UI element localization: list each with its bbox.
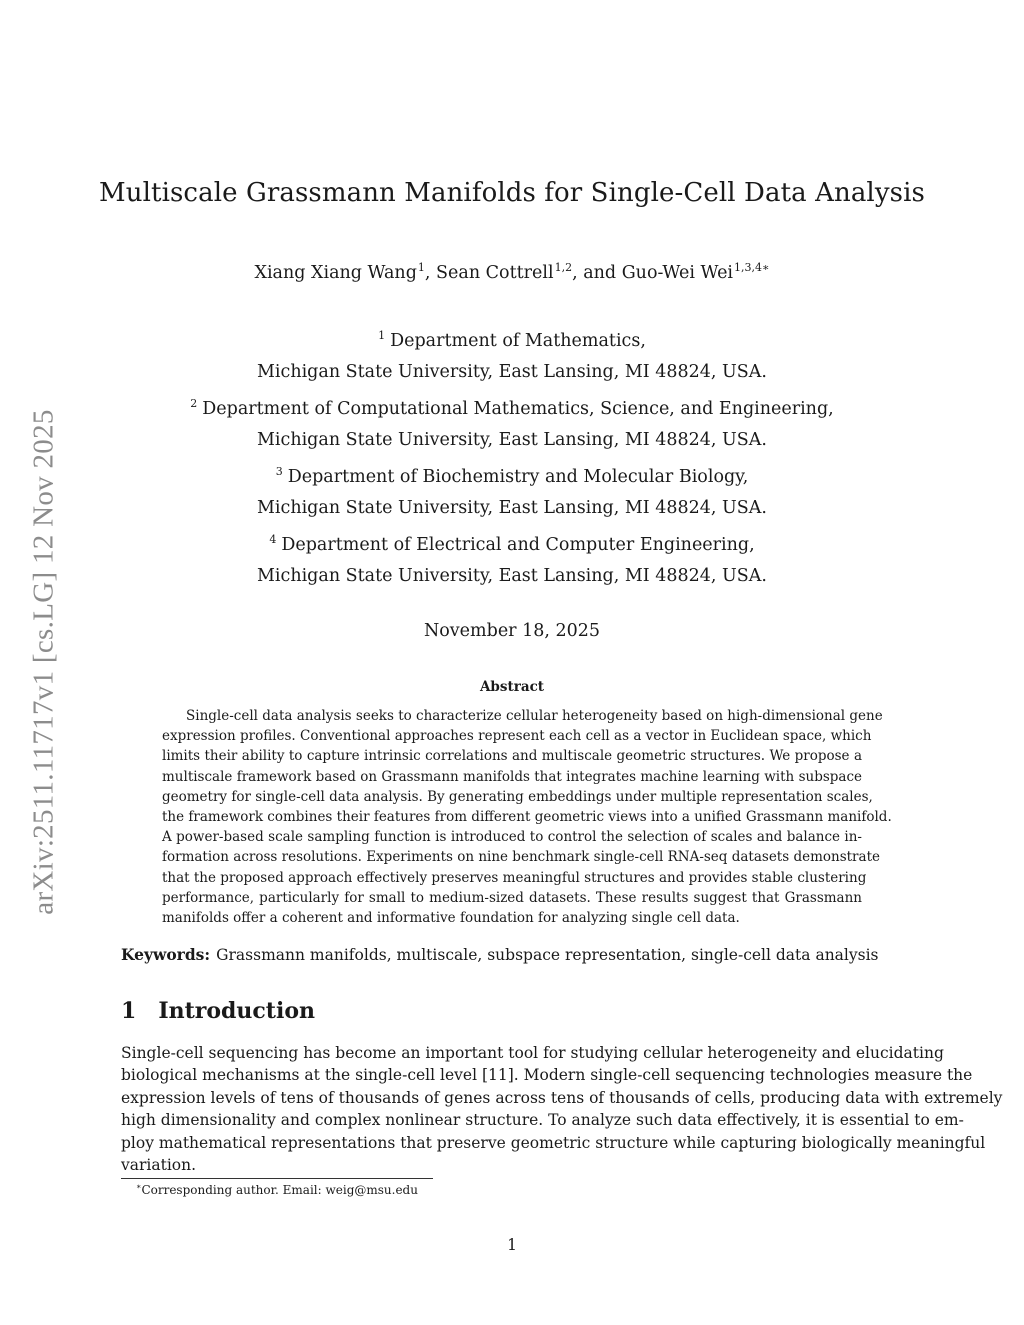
abstract-body	[162, 706, 892, 928]
abstract-line: that the proposed approach effectively preserves meaningful structures and provides stable clustering	[162, 869, 867, 886]
author-name: Sean Cottrell	[436, 263, 554, 283]
arxiv-identifier: arXiv:2511.11717v1 [cs.LG] 12 Nov 2025	[27, 409, 60, 915]
page-number: 1	[507, 1236, 517, 1254]
affiliation-number: 2	[190, 397, 198, 410]
affiliation-list	[0, 320, 1024, 592]
author-affiliation-mark: 1,2	[554, 261, 573, 274]
paper-title: Multiscale Grassmann Manifolds for Single-Cell Data Analysis	[99, 178, 925, 208]
affiliation-department: $^2$ Department of Computational Mathematics, Science, and Engineering,	[190, 397, 834, 419]
paragraph-line: high dimensionality and complex nonlinear structure. To analyze such data effectively, it is essential to em-	[121, 1111, 964, 1130]
abstract-line: expression profiles. Conventional approaches represent each cell as a vector in Euclidean space, which	[162, 728, 872, 745]
footnote-text: Corresponding author. Email: weig@msu.edu	[141, 1183, 418, 1197]
affiliation-address: Michigan State University, East Lansing, MI 48824, USA.	[257, 498, 767, 518]
author-name: Guo-Wei Wei	[621, 263, 734, 283]
abstract-line: formation across resolutions. Experiments on nine benchmark single-cell RNA-seq datasets demonstrate	[162, 849, 880, 866]
abstract-line: the framework combines their features from different geometric views into a unified Grassmann manifold.	[162, 809, 892, 826]
affiliation-number: 3	[275, 465, 283, 478]
author-affiliation-mark: 1	[417, 261, 425, 274]
footnote-mark: ∗	[136, 1182, 142, 1191]
paragraph-line: variation.	[121, 1156, 197, 1175]
affiliation-address: Michigan State University, East Lansing, MI 48824, USA.	[257, 566, 767, 586]
footnote	[136, 1182, 418, 1197]
keywords-label: Keywords:	[121, 945, 211, 964]
keywords-text: Grassmann manifolds, multiscale, subspace representation, single-cell data analysis	[216, 946, 879, 964]
author-list	[0, 261, 1024, 283]
abstract-heading: Abstract	[479, 679, 545, 695]
abstract-line: limits their ability to capture intrinsic correlations and multiscale geometric structures. We propose a	[162, 748, 862, 765]
abstract-line: geometry for single-cell data analysis. By generating embeddings under multiple representation scales,	[162, 788, 873, 805]
introduction-paragraph	[121, 1042, 1003, 1176]
affiliation-department: $^1$ Department of Mathematics,	[378, 329, 646, 351]
paragraph-line: biological mechanisms at the single-cell level [11]. Modern single-cell sequencing technologies measure the	[121, 1066, 973, 1085]
affiliation-address: Michigan State University, East Lansing, MI 48824, USA.	[257, 362, 767, 382]
affiliation-number: 4	[269, 533, 277, 546]
paragraph-line: ploy mathematical representations that preserve geometric structure while capturing biologically meaningful	[121, 1133, 986, 1152]
paper-date: November 18, 2025	[423, 621, 601, 641]
author-affiliation-mark: 1,3,4∗	[734, 261, 770, 274]
author-separator: ,	[424, 263, 437, 283]
affiliation-department: $^3$ Department of Biochemistry and Molecular Biology,	[275, 465, 749, 487]
abstract-line: performance, particularly for small to medium-sized datasets. These results suggest that Grassmann	[162, 889, 862, 906]
author-separator: , and	[572, 263, 622, 283]
keywords	[121, 945, 879, 964]
abstract-line: A power-based scale sampling function is introduced to control the selection of scales and balance in-	[162, 829, 862, 846]
affiliation-address: Michigan State University, East Lansing, MI 48824, USA.	[257, 430, 767, 450]
section-number: 1	[121, 998, 137, 1024]
paragraph-line: Single-cell sequencing has become an important tool for studying cellular heterogeneity and elucidating	[121, 1044, 944, 1062]
abstract-line: manifolds offer a coherent and informative foundation for analyzing single cell data.	[162, 910, 740, 927]
affiliation-department: $^4$ Department of Electrical and Computer Engineering,	[269, 533, 755, 555]
author-name: Xiang Xiang Wang	[254, 263, 417, 283]
abstract-line: Single-cell data analysis seeks to characterize cellular heterogeneity based on high-dimensional gene	[186, 708, 883, 724]
paragraph-line: expression levels of tens of thousands of genes across tens of thousands of cells, producing data with extremely	[121, 1088, 1003, 1107]
affiliation-number: 1	[378, 329, 386, 342]
abstract-line: multiscale framework based on Grassmann manifolds that integrates machine learning with subspace	[162, 768, 862, 785]
section-heading	[121, 998, 315, 1024]
section-title: Introduction	[158, 998, 315, 1024]
footnote-divider	[121, 1178, 433, 1179]
